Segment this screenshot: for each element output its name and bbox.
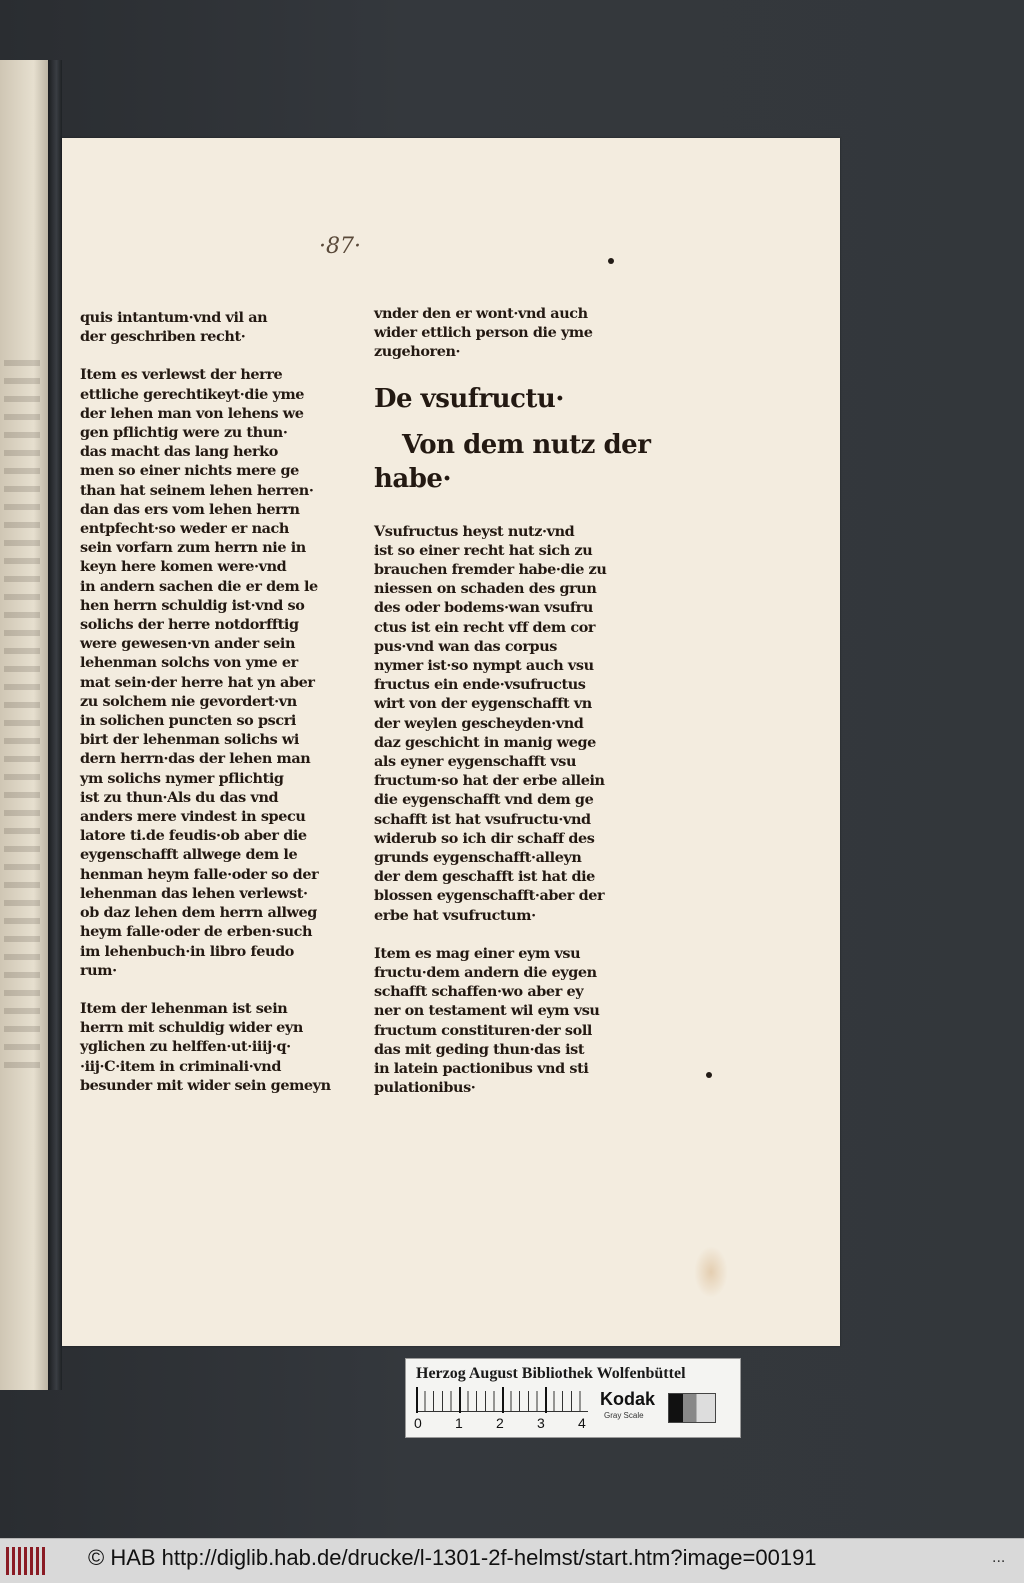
text-line: pus·vnd wan das corpus <box>374 637 557 655</box>
text-line: in andern sachen die er dem le <box>80 577 318 595</box>
text-line: ob daz lehen dem herrn allweg <box>80 904 317 922</box>
text-line: das macht das lang herko <box>80 443 278 461</box>
text-line: dan das ers vom lehen herrn <box>80 500 300 518</box>
text-line: wider ettlich person die yme <box>374 324 593 342</box>
text-line: fructum constituren·der soll <box>374 1021 592 1039</box>
text-line: dern herrn·das der lehen man <box>80 750 311 768</box>
text-line: die eygenschafft vnd dem ge <box>374 791 594 809</box>
text-line: im lehenbuch·in libro feudo <box>80 942 294 960</box>
text-line: lehenman das lehen verlewst· <box>80 884 308 902</box>
gray-scale-patch <box>668 1393 716 1423</box>
text-line: entpfecht·so weder er nach <box>80 520 289 538</box>
text-line: zu solchem nie gevordert·vn <box>80 692 297 710</box>
previous-page-edge <box>0 60 48 1390</box>
library-color-card <box>405 1358 741 1438</box>
hab-logo-icon <box>6 1547 48 1575</box>
footer-bar <box>0 1538 1024 1583</box>
text-line: nymer ist·so nympt auch vsu <box>374 657 594 675</box>
text-line: latore ti.de feudis·ob aber die <box>80 827 307 845</box>
text-line: widerub so ich dir schaff des <box>374 829 595 847</box>
text-line: niessen on schaden des grun <box>374 580 597 598</box>
text-line: der lehen man von lehens we <box>80 404 304 422</box>
text-line: wirt von der eygenschafft vn <box>374 695 592 713</box>
text-line: ist zu thun·Als du das vnd <box>80 788 279 806</box>
text-line: daz geschicht in manig wege <box>374 733 596 751</box>
text-line: sein vorfarn zum herrn nie in <box>80 539 306 557</box>
text-line: lehenman solchs von yme er <box>80 654 298 672</box>
book-gutter <box>48 60 62 1390</box>
text-line: birt der lehenman solichs wi <box>80 731 299 749</box>
text-line: in solichen puncten so pscri <box>80 712 296 730</box>
text-line: men so einer nichts mere ge <box>80 462 299 480</box>
text-line: als eyner eygenschafft vsu <box>374 753 577 771</box>
text-line: brauchen fremder habe·die zu <box>374 561 607 579</box>
ink-dot <box>608 258 614 264</box>
ruler-number: 1 <box>455 1415 463 1431</box>
text-line: das mit geding thun·das ist <box>374 1040 585 1058</box>
text-line: rum· <box>80 961 117 979</box>
text-line: fructus ein ende·vsufructus <box>374 676 586 694</box>
text-line: quis intantum·vnd vil an <box>80 309 268 326</box>
ruler-number: 3 <box>537 1415 545 1431</box>
folio-number: ·87· <box>319 234 361 259</box>
text-line: herrn mit schuldig wider eyn <box>80 1019 303 1037</box>
text-line: eygenschafft allwege dem le <box>80 846 298 864</box>
text-line: Vsufructus heyst nutz·vnd <box>374 522 575 540</box>
right-column-body <box>374 522 614 1098</box>
library-name: Herzog August Bibliothek Wolfenbüttel <box>416 1365 686 1382</box>
text-line: erbe hat vsufructum· <box>374 906 536 924</box>
text-line: ctus ist ein recht vff dem cor <box>374 618 596 636</box>
text-line: hen herrn schuldig ist·vnd so <box>80 596 305 614</box>
text-line: besunder mit wider sein gemeyn <box>80 1076 331 1094</box>
text-line: Item es verlewst der herre <box>80 366 283 384</box>
text-line: anders mere vindest in specu <box>80 808 306 826</box>
text-line: schafft ist hat vsufructu·vnd <box>374 810 591 828</box>
text-line: were gewesen·vn ander sein <box>80 635 296 653</box>
text-line: yglichen zu helffen·ut·iiij·q· <box>80 1038 291 1056</box>
ruler-number: 4 <box>578 1415 586 1431</box>
text-line: der dem geschafft ist hat die <box>374 868 595 886</box>
text-line: schafft schaffen·wo aber ey <box>374 983 584 1001</box>
paragraph-gap <box>80 346 320 365</box>
scale-ruler-major-ticks <box>416 1387 588 1413</box>
text-line: ettliche gerechtikeyt·die yme <box>80 385 305 403</box>
text-line: heym falle·oder de erben·such <box>80 923 313 941</box>
paragraph-gap <box>374 925 614 944</box>
text-line: zugehoren· <box>374 343 461 361</box>
text-line: in latein pactionibus vnd sti <box>374 1060 589 1078</box>
text-line: keyn here komen were·vnd <box>80 558 287 576</box>
previous-page-text-fragment <box>4 360 40 1080</box>
text-line: vnder den er wont·vnd auch <box>374 305 588 322</box>
text-line: ·iij·C·item in criminali·vnd <box>80 1057 281 1075</box>
paragraph-gap <box>80 980 320 999</box>
paper-stain <box>694 1246 728 1298</box>
section-heading-latin: De vsufructu· <box>374 383 564 414</box>
text-line: fructu·dem andern die eygen <box>374 964 597 982</box>
text-line: grunds eygenschafft·alleyn <box>374 849 582 867</box>
text-line: solichs der herre notdorfftig <box>80 616 299 634</box>
text-line: blossen eygenschafft·aber der <box>374 887 605 905</box>
text-line: ner on testament wil eym vsu <box>374 1002 600 1020</box>
right-column-intro <box>374 304 614 362</box>
text-line: fructum·so hat der erbe allein <box>374 772 605 790</box>
text-line: Item der lehenman ist sein <box>80 999 288 1017</box>
section-heading-german: Von dem nutz der <box>402 429 651 460</box>
text-line: der geschriben recht· <box>80 328 246 346</box>
section-heading-german-cont: habe· <box>374 463 452 494</box>
text-line: ist so einer recht hat sich zu <box>374 541 593 559</box>
document-page <box>62 138 840 1346</box>
text-line: ym solichs nymer pflichtig <box>80 769 284 787</box>
ink-dot <box>706 1072 712 1078</box>
text-line: mat sein·der herre hat yn aber <box>80 673 315 691</box>
ruler-number: 0 <box>414 1415 422 1431</box>
text-line: than hat seinem lehen herren· <box>80 481 314 499</box>
kodak-brand: Kodak <box>600 1389 656 1409</box>
more-icon[interactable]: ... <box>992 1549 1006 1566</box>
right-text-column <box>374 304 651 1098</box>
text-line: der weylen gescheyden·vnd <box>374 714 584 732</box>
text-line: pulationibus· <box>374 1079 476 1097</box>
copyright-url[interactable]: © HAB http://diglib.hab.de/drucke/l-1301-2f-helmst/start.htm?image=00191 <box>88 1545 817 1570</box>
ruler-number: 2 <box>496 1415 504 1431</box>
text-line: des oder bodems·wan vsufru <box>374 599 593 617</box>
left-text-column <box>80 308 331 1095</box>
kodak-subtitle: Gray Scale <box>604 1411 644 1420</box>
text-line: gen pflichtig were zu thun· <box>80 424 288 442</box>
text-line: Item es mag einer eym vsu <box>374 944 581 962</box>
text-line: henman heym falle·oder so der <box>80 865 319 883</box>
